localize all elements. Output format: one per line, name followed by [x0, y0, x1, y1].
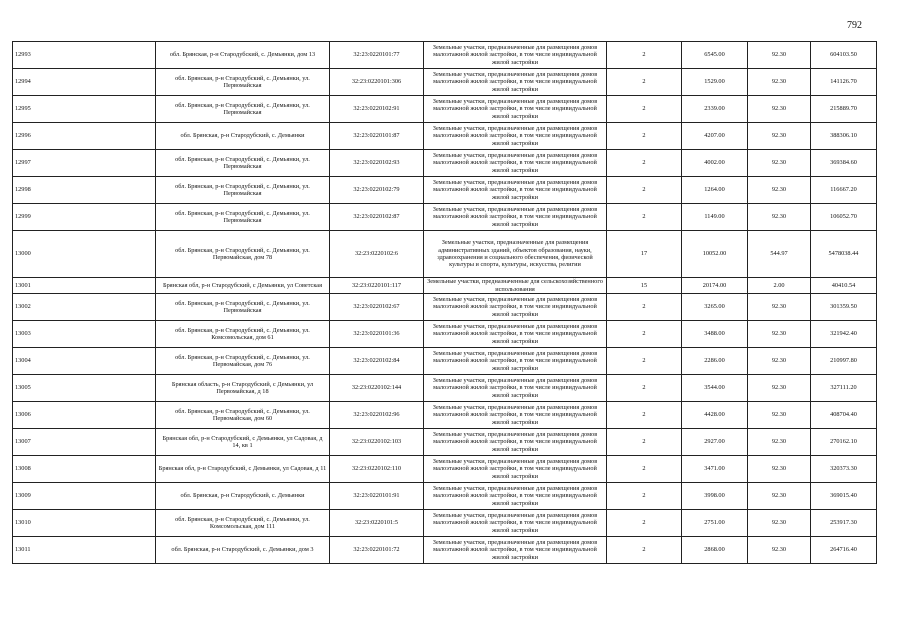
area-cell: 3471.00 — [682, 456, 748, 483]
specific-value-cell: 92.30 — [748, 69, 811, 96]
table-row — [13, 123, 877, 150]
address-cell: обл. Брянская, р-н Стародубский, с. Демьянки, ул. Комсомольская, дом 111 — [156, 510, 330, 537]
land-use-cell: Земельные участки, предназначенные для размещения домов малоэтажной жилой застройки, в том числе индивидуальной жилой застройки — [424, 375, 607, 402]
specific-value-cell: 92.30 — [748, 123, 811, 150]
area-cell: 4002.00 — [682, 150, 748, 177]
page-number: 792 — [847, 20, 862, 31]
cadastral-value-cell: 264716.40 — [811, 537, 877, 564]
table-row — [13, 69, 877, 96]
table-body — [13, 42, 877, 564]
area-cell: 3544.00 — [682, 375, 748, 402]
address-cell: обл. Брянская, р-н Стародубский, с. Демьянки, ул. Первомайская, дом 76 — [156, 348, 330, 375]
cadastral-value-cell: 301359.50 — [811, 294, 877, 321]
use-group-cell: 2 — [607, 348, 682, 375]
land-use-cell: Земельные участки, предназначенные для сельскохозяйственного использования — [424, 278, 607, 294]
specific-value-cell: 92.30 — [748, 483, 811, 510]
table-row — [13, 231, 877, 278]
area-cell: 6545.00 — [682, 42, 748, 69]
use-group-cell: 2 — [607, 69, 682, 96]
row-number-cell: 13011 — [13, 537, 156, 564]
row-number-cell: 13009 — [13, 483, 156, 510]
area-cell: 2751.00 — [682, 510, 748, 537]
address-cell: обл. Брянская, р-н Стародубский, с. Демьянки, дом 3 — [156, 537, 330, 564]
row-number-cell: 12996 — [13, 123, 156, 150]
address-cell: обл. Брянская, р-н Стародубский, с. Демьянки, ул. Первомайская, дом 60 — [156, 402, 330, 429]
address-cell: Брянская обл, р-н Стародубский, с Демьянки, ул Советская — [156, 278, 330, 294]
table-row — [13, 42, 877, 69]
cadastral-number-cell: 32:23:0220102:84 — [330, 348, 424, 375]
table-row — [13, 348, 877, 375]
area-cell: 2339.00 — [682, 96, 748, 123]
cadastral-value-cell: 327111.20 — [811, 375, 877, 402]
use-group-cell: 2 — [607, 402, 682, 429]
address-cell: Брянская обл, р-н Стародубский, с Демьянки, ул Садовая, д 14, кв 1 — [156, 429, 330, 456]
table-row — [13, 537, 877, 564]
cadastral-number-cell: 32:23:0220101:5 — [330, 510, 424, 537]
use-group-cell: 2 — [607, 483, 682, 510]
address-cell: обл. Брянская, р-н Стародубский, с. Демьянки — [156, 123, 330, 150]
address-cell: обл. Брянская, р-н Стародубский, с. Демьянки, ул. Первомайская — [156, 96, 330, 123]
cadastral-value-table — [12, 41, 877, 564]
land-use-cell: Земельные участки, предназначенные для размещения административных зданий, объектов образования, науки, здравоохранения и социального обеспечения, физической культуры и спорта, культуры, искусства, религии — [424, 231, 607, 278]
use-group-cell: 2 — [607, 510, 682, 537]
use-group-cell: 2 — [607, 96, 682, 123]
table-row — [13, 294, 877, 321]
cadastral-number-cell: 32:23:0220101:72 — [330, 537, 424, 564]
use-group-cell: 2 — [607, 204, 682, 231]
table-row — [13, 96, 877, 123]
land-use-cell: Земельные участки, предназначенные для размещения домов малоэтажной жилой застройки, в том числе индивидуальной жилой застройки — [424, 294, 607, 321]
land-use-cell: Земельные участки, предназначенные для размещения домов малоэтажной жилой застройки, в том числе индивидуальной жилой застройки — [424, 69, 607, 96]
specific-value-cell: 92.30 — [748, 510, 811, 537]
row-number-cell: 13006 — [13, 402, 156, 429]
land-use-cell: Земельные участки, предназначенные для размещения домов малоэтажной жилой застройки, в том числе индивидуальной жилой застройки — [424, 456, 607, 483]
use-group-cell: 2 — [607, 429, 682, 456]
use-group-cell: 2 — [607, 321, 682, 348]
cadastral-number-cell: 32:23:0220102:67 — [330, 294, 424, 321]
address-cell: обл. Брянская, р-н Стародубский, с. Демьянки, ул. Первомайская, дом 78 — [156, 231, 330, 278]
address-cell: обл. Брянская, р-н Стародубский, с. Демьянки, ул. Первомайская — [156, 150, 330, 177]
land-use-cell: Земельные участки, предназначенные для размещения домов малоэтажной жилой застройки, в том числе индивидуальной жилой застройки — [424, 321, 607, 348]
cadastral-value-cell: 40410.54 — [811, 278, 877, 294]
area-cell: 20174.00 — [682, 278, 748, 294]
cadastral-value-cell: 408704.40 — [811, 402, 877, 429]
specific-value-cell: 92.30 — [748, 204, 811, 231]
cadastral-value-cell: 270162.10 — [811, 429, 877, 456]
land-use-cell: Земельные участки, предназначенные для размещения домов малоэтажной жилой застройки, в том числе индивидуальной жилой застройки — [424, 96, 607, 123]
area-cell: 1264.00 — [682, 177, 748, 204]
area-cell: 4207.00 — [682, 123, 748, 150]
address-cell: обл. Брянская, р-н Стародубский, с. Демьянки — [156, 483, 330, 510]
cadastral-value-cell: 320373.30 — [811, 456, 877, 483]
row-number-cell: 12999 — [13, 204, 156, 231]
cadastral-number-cell: 32:23:0220102:79 — [330, 177, 424, 204]
cadastral-value-cell: 604103.50 — [811, 42, 877, 69]
cadastral-value-cell: 210997.80 — [811, 348, 877, 375]
cadastral-value-cell: 106052.70 — [811, 204, 877, 231]
specific-value-cell: 92.30 — [748, 96, 811, 123]
cadastral-value-cell: 116667.20 — [811, 177, 877, 204]
cadastral-number-cell: 32:23:0220102:6 — [330, 231, 424, 278]
address-cell: обл. Брянская, р-н Стародубский, с. Демьянки, ул. Первомайская — [156, 204, 330, 231]
cadastral-value-cell: 141126.70 — [811, 69, 877, 96]
land-use-cell: Земельные участки, предназначенные для размещения домов малоэтажной жилой застройки, в том числе индивидуальной жилой застройки — [424, 348, 607, 375]
area-cell: 3998.00 — [682, 483, 748, 510]
row-number-cell: 12994 — [13, 69, 156, 96]
specific-value-cell: 92.30 — [748, 348, 811, 375]
specific-value-cell: 2.00 — [748, 278, 811, 294]
cadastral-value-cell: 369384.60 — [811, 150, 877, 177]
land-use-cell: Земельные участки, предназначенные для размещения домов малоэтажной жилой застройки, в том числе индивидуальной жилой застройки — [424, 537, 607, 564]
table-row — [13, 429, 877, 456]
specific-value-cell: 92.30 — [748, 375, 811, 402]
specific-value-cell: 92.30 — [748, 42, 811, 69]
land-use-cell: Земельные участки, предназначенные для размещения домов малоэтажной жилой застройки, в том числе индивидуальной жилой застройки — [424, 429, 607, 456]
address-cell: Брянская область, р-н Стародубский, с Демьянки, ул Первомайская, д 18 — [156, 375, 330, 402]
area-cell: 2286.00 — [682, 348, 748, 375]
cadastral-number-cell: 32:23:0220101:87 — [330, 123, 424, 150]
land-use-cell: Земельные участки, предназначенные для размещения домов малоэтажной жилой застройки, в том числе индивидуальной жилой застройки — [424, 402, 607, 429]
specific-value-cell: 92.30 — [748, 321, 811, 348]
land-use-cell: Земельные участки, предназначенные для размещения домов малоэтажной жилой застройки, в том числе индивидуальной жилой застройки — [424, 42, 607, 69]
row-number-cell: 12998 — [13, 177, 156, 204]
area-cell: 1149.00 — [682, 204, 748, 231]
cadastral-value-cell: 321942.40 — [811, 321, 877, 348]
cadastral-number-cell: 32:23:0220101:36 — [330, 321, 424, 348]
use-group-cell: 2 — [607, 177, 682, 204]
land-use-cell: Земельные участки, предназначенные для размещения домов малоэтажной жилой застройки, в том числе индивидуальной жилой застройки — [424, 177, 607, 204]
use-group-cell: 2 — [607, 456, 682, 483]
table-row — [13, 150, 877, 177]
cadastral-number-cell: 32:23:0220102:96 — [330, 402, 424, 429]
cadastral-value-cell: 253917.30 — [811, 510, 877, 537]
row-number-cell: 13007 — [13, 429, 156, 456]
specific-value-cell: 92.30 — [748, 402, 811, 429]
address-cell: Брянская обл, р-н Стародубский, с Демьянки, ул Садовая, д 11 — [156, 456, 330, 483]
row-number-cell: 13005 — [13, 375, 156, 402]
address-cell: обл. Брянская, р-н Стародубский, с. Демьянки, ул. Первомайская — [156, 69, 330, 96]
land-use-cell: Земельные участки, предназначенные для размещения домов малоэтажной жилой застройки, в том числе индивидуальной жилой застройки — [424, 150, 607, 177]
use-group-cell: 2 — [607, 375, 682, 402]
cadastral-value-cell: 215889.70 — [811, 96, 877, 123]
use-group-cell: 2 — [607, 123, 682, 150]
cadastral-value-cell: 5478038.44 — [811, 231, 877, 278]
cadastral-number-cell: 32:23:0220102:93 — [330, 150, 424, 177]
cadastral-value-cell: 388306.10 — [811, 123, 877, 150]
specific-value-cell: 92.30 — [748, 177, 811, 204]
cadastral-number-cell: 32:23:0220101:117 — [330, 278, 424, 294]
row-number-cell: 13003 — [13, 321, 156, 348]
row-number-cell: 12997 — [13, 150, 156, 177]
table-row — [13, 402, 877, 429]
row-number-cell: 13008 — [13, 456, 156, 483]
area-cell: 1529.00 — [682, 69, 748, 96]
land-use-cell: Земельные участки, предназначенные для размещения домов малоэтажной жилой застройки, в том числе индивидуальной жилой застройки — [424, 483, 607, 510]
specific-value-cell: 92.30 — [748, 537, 811, 564]
table-row — [13, 510, 877, 537]
specific-value-cell: 92.30 — [748, 294, 811, 321]
use-group-cell: 2 — [607, 42, 682, 69]
row-number-cell: 13000 — [13, 231, 156, 278]
cadastral-number-cell: 32:23:0220101:91 — [330, 483, 424, 510]
cadastral-number-cell: 32:23:0220101:306 — [330, 69, 424, 96]
cadastral-number-cell: 32:23:0220102:87 — [330, 204, 424, 231]
area-cell: 4428.00 — [682, 402, 748, 429]
cadastral-number-cell: 32:23:0220101:77 — [330, 42, 424, 69]
table-row — [13, 321, 877, 348]
area-cell: 3488.00 — [682, 321, 748, 348]
use-group-cell: 2 — [607, 150, 682, 177]
use-group-cell: 2 — [607, 294, 682, 321]
specific-value-cell: 92.30 — [748, 456, 811, 483]
cadastral-value-cell: 369015.40 — [811, 483, 877, 510]
land-use-cell: Земельные участки, предназначенные для размещения домов малоэтажной жилой застройки, в том числе индивидуальной жилой застройки — [424, 123, 607, 150]
area-cell: 3265.00 — [682, 294, 748, 321]
row-number-cell: 13010 — [13, 510, 156, 537]
row-number-cell: 12993 — [13, 42, 156, 69]
address-cell: обл. Брянская, р-н Стародубский, с. Демьянки, ул. Первомайская — [156, 177, 330, 204]
table-row — [13, 456, 877, 483]
row-number-cell: 13004 — [13, 348, 156, 375]
specific-value-cell: 92.30 — [748, 429, 811, 456]
cadastral-number-cell: 32:23:0220102:103 — [330, 429, 424, 456]
table-row — [13, 375, 877, 402]
specific-value-cell: 544.97 — [748, 231, 811, 278]
address-cell: обл. Брянская, р-н Стародубский, с. Демьянки, ул. Первомайская — [156, 294, 330, 321]
table-row — [13, 278, 877, 294]
row-number-cell: 13002 — [13, 294, 156, 321]
use-group-cell: 17 — [607, 231, 682, 278]
row-number-cell: 13001 — [13, 278, 156, 294]
area-cell: 2868.00 — [682, 537, 748, 564]
use-group-cell: 2 — [607, 537, 682, 564]
address-cell: обл. Брянская, р-н Стародубский, с. Демьянки, дом 13 — [156, 42, 330, 69]
address-cell: обл. Брянская, р-н Стародубский, с. Демьянки, ул. Комсомольская, дом 61 — [156, 321, 330, 348]
specific-value-cell: 92.30 — [748, 150, 811, 177]
cadastral-number-cell: 32:23:0220102:91 — [330, 96, 424, 123]
table-row — [13, 483, 877, 510]
table-row — [13, 204, 877, 231]
land-use-cell: Земельные участки, предназначенные для размещения домов малоэтажной жилой застройки, в том числе индивидуальной жилой застройки — [424, 204, 607, 231]
land-use-cell: Земельные участки, предназначенные для размещения домов малоэтажной жилой застройки, в том числе индивидуальной жилой застройки — [424, 510, 607, 537]
row-number-cell: 12995 — [13, 96, 156, 123]
table-row — [13, 177, 877, 204]
area-cell: 10052.00 — [682, 231, 748, 278]
cadastral-number-cell: 32:23:0220102:110 — [330, 456, 424, 483]
use-group-cell: 15 — [607, 278, 682, 294]
area-cell: 2927.00 — [682, 429, 748, 456]
cadastral-number-cell: 32:23:0220102:144 — [330, 375, 424, 402]
